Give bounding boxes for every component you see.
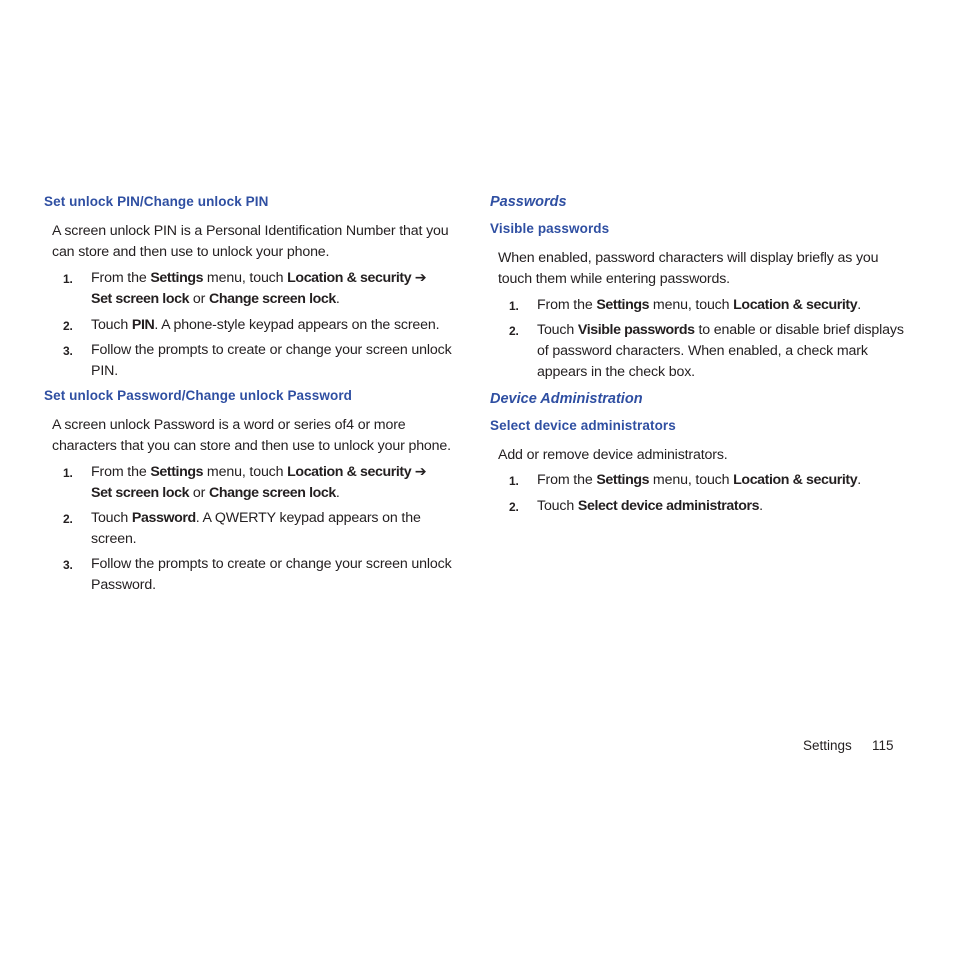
step-text: Follow the prompts to create or change your screen unlock Password. — [91, 556, 452, 593]
step-text: From the Settings menu, touch Location & security. — [537, 472, 862, 488]
step-number: 3. — [63, 558, 73, 572]
heading-set-unlock-password: Set unlock Password/Change unlock Password — [44, 388, 353, 403]
step-number: 2. — [509, 324, 519, 338]
heading-set-unlock-pin: Set unlock PIN/Change unlock PIN — [44, 194, 269, 209]
step-text: Touch Visible passwords to enable or disable brief displays of password characters. When enabled, a check mark appears in the check box. — [537, 322, 904, 380]
step-number: 1. — [63, 466, 73, 480]
text-line: Add or remove device administrators. — [498, 447, 728, 463]
text-line: touch them while entering passwords. — [498, 271, 730, 287]
heading-visible-passwords: Visible passwords — [490, 221, 610, 236]
step-number: 2. — [509, 500, 519, 514]
step-number: 1. — [63, 272, 73, 286]
section-title-device-administration: Device Administration — [490, 391, 643, 407]
footer-page-number: 115 — [872, 738, 894, 753]
paragraph-pin-intro — [52, 221, 449, 263]
step-text: Touch Password. A QWERTY keypad appears on the screen. — [91, 510, 421, 547]
text-line: When enabled, password characters will display briefly as you — [498, 250, 879, 266]
step-text: From the Settings menu, touch Location & security. — [537, 297, 862, 313]
heading-select-device-administrators: Select device administrators — [490, 418, 676, 433]
step-text: From the Settings menu, touch Location & security ➔ Set screen lock or Change screen lock. — [91, 270, 427, 307]
step-number: 1. — [509, 299, 519, 313]
step-text: Follow the prompts to create or change your screen unlock PIN. — [91, 342, 452, 379]
step-number: 2. — [63, 319, 73, 333]
paragraph-device-admin — [498, 445, 728, 466]
step-text: Touch PIN. A phone-style keypad appears on the screen. — [91, 317, 440, 333]
paragraph-password-intro — [52, 415, 451, 457]
step-text: Touch Select device administrators. — [537, 498, 763, 514]
text-line: A screen unlock PIN is a Personal Identification Number that you — [52, 223, 449, 239]
step-number: 1. — [509, 474, 519, 488]
step-text: From the Settings menu, touch Location & security ➔ Set screen lock or Change screen lock. — [91, 464, 427, 501]
text-line: A screen unlock Password is a word or series of4 or more — [52, 417, 406, 433]
paragraph-visible-passwords — [498, 248, 878, 290]
step-number: 2. — [63, 512, 73, 526]
text-line: characters that you can store and then use to unlock your phone. — [52, 438, 451, 454]
text-line: can store and then use to unlock your phone. — [52, 244, 330, 260]
step-number: 3. — [63, 344, 73, 358]
footer-section-name: Settings — [803, 738, 852, 753]
section-title-passwords: Passwords — [490, 194, 567, 210]
